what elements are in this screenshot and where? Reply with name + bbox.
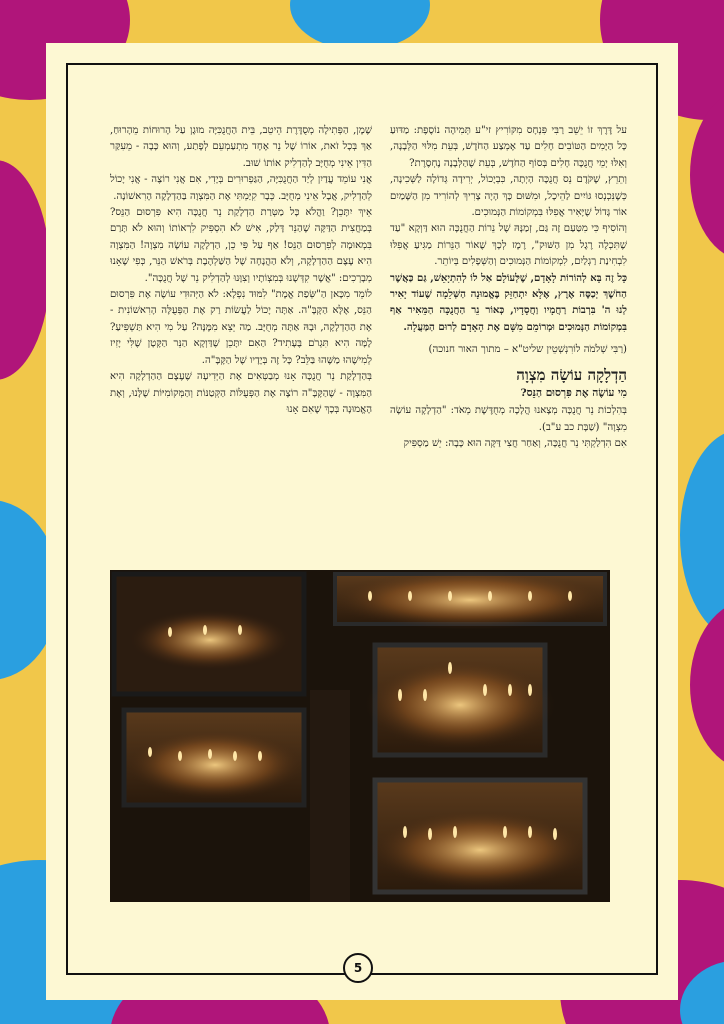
paragraph: אִם הִדְלַקְתִּי נֵר חֲנֻכָּה, וְאַחַר חֲצִי דַּקָּה הוּא כָּבָה: יֵשׁ מַסְפִּיק — [403, 437, 627, 449]
page-sheet — [46, 43, 678, 1000]
paragraph-bold: כָּל זֶה בָּא לְהוֹרוֹת לָאָדָם, שֶׁלְּעוֹלָם אַל לוֹ לְהִתְיָאֵשׁ, גַּם כַּאֲשֶׁר הַחֹשֶׁךְ יְכַסֶּה אֶרֶץ, אֶלָּא יִתְחַזֵּק בֶּאֱמוּנָה הַשְּׁלֵמָה שֶׁעוֹד יָאִיר לְנוּ ה' בִּרְבוֹת רַחֲמָיו וַחֲסָדָיו, כְּאוֹר נֵר הַחֲנֻכָּה הַמֵּאִיר אַף בִּמְקוֹמוֹת הַנְּמוּכִים וּמְרוֹמֵם מִשָּׁם אֶת הָאָדָם לְרוּם הַמַּעֲלָה. — [390, 272, 627, 333]
text-column-right — [390, 123, 627, 591]
paragraph: אֲנִי עוֹמֵד עֲדַיִן לְיַד הַחֲנֻכִּיָּה, הַגַּפְרוּרִים בְּיָדִי, אִם אֲנִי רוֹצֶה - אֲנִי יָכוֹל לְהַדְלִיק, אֲבָל אֵינִי מְחֻיָּב. כְּבָר קִיַּמְתִּי אֶת הַמִּצְוָה בַּהַדְלָקָה הָרִאשׁוֹנָה. — [110, 174, 372, 202]
paragraph: על דֶּרֶךְ זוֹ יֵשֵׁב רַבִּי פִּנְחָס מִקּוֹרִיץ זי"ע תְּמִיהָה נוֹסֶפֶת: מַדּוּעַ כָּל הַיָּמִים הַטּוֹבִים חָלִים עַד אֶמְצַע הַחֹדֶשׁ, בְּעֵת מִלּוּי הַלְּבָנָה, וְאִלּוּ יְמֵי חֲנֻכָּה חָלִים בְּסוֹף הַחֹדֶשׁ, בְּעֵת שֶׁהַלְּבָנָה נֶחְסֶרֶת? — [390, 125, 627, 169]
source-citation: (רַבִּי שְׁלֹמֹה לוֹרִנְשְׁטֵין שליט"א – מתוך האור חנוכה) — [428, 344, 627, 356]
paragraph: שֶׁמֶן, הַפְּתִילָה מְסֻדֶּרֶת הֵיטֵב, בֵּית הַחֲנֻכִּיָּה מוּגָן עַל הָרוּחוֹת מֵהָרוּחַ, אַךְ בְּכָל זֹאת, אוֹרוֹ שֶׁל נֵר אֶחָד מִתְעַמְעֵם לְפֶתַע, וְהוּא כָּבָה - מֵעִקַּר הַדִּין אֵינִי מְחֻיָּב לְהַדְלִיק אוֹתוֹ שׁוּב. — [110, 125, 372, 169]
paragraph: בְּהִלְכוֹת נֵר חֲנֻכָּה מְצָאנוּ הֲלָכָה מְחֻדֶּשֶׁת מְאֹד: "הַדְלָקָה עוֹשָׂה מִצְוָה" (שַׁבָּת כב ע"ב). — [390, 405, 627, 433]
paragraph: וְהוֹסִיף כִּי מִטַּעַם זֶה גַּם, זְמַנָּהּ שֶׁל נֵרוֹת הַחֲנֻכָּה הוּא דַּוְקָא "עַד שֶׁתִּכְלֶה רֶגֶל מִן הַשּׁוּק", רֶמֶז לְכָךְ שֶׁאוֹר הַנֵּרוֹת מַגִּיעַ אֲפִלּוּ לִבְחִינַת רַגְלַיִם, לִמְקוֹמוֹת הַנְּמוּכִים וְהַשְּׁפָלִים בְּיוֹתֵר. — [390, 223, 627, 268]
page-number: 5 — [343, 953, 373, 983]
decor-blob — [690, 600, 724, 770]
section-heading: הַדְלָקָה עוֹשָׂה מִצְוָה — [516, 365, 627, 384]
paragraph: בְּהַדְלָקַת נֵר חֲנֻכָּה אָנוּ מְבַטְּאִים אֶת הַיְּדִיעָה שֶׁעֶצֶם הַהַדְלָקָה הִיא הַמִּצְוָה - שֶׁהַקָּבָּ"ה רוֹצֶה אֶת הַפְּעֻלּוֹת הַקְּטַנּוֹת וְהַמְּקוֹמִיּוֹת שֶׁלָּנוּ, וְאֶת הָאֱמוּנָה בְּכָךְ שֶׁאִם אָנוּ — [110, 371, 372, 415]
text-column-left — [110, 123, 372, 591]
decor-blob — [0, 160, 50, 380]
menorah-illustration — [110, 570, 610, 902]
decor-blob — [680, 430, 724, 640]
paragraph: וְתֵרֵץ, שֶׁקֹּדֶם נֵס חֲנֻכָּה הָיְתָה, כִּבְיָכוֹל, יְרִידָה גְּדוֹלָה לַשְּׁכִינָה, כְּשֶׁנִּכְנְסוּ גּוֹיִים לַהֵיכָל, וּמִשּׁוּם כָּךְ הָיָה צָרִיךְ לְהוֹרִיד מִן הַשָּׁמַיִם אוֹר גָּדוֹל שֶׁיָּאִיר אֲפִלּוּ בִּמְקוֹמוֹת הַנְּמוּכִים. — [390, 174, 627, 219]
paragraph: אֵיךְ יִתָּכֵן? וַהֲלֹא כָּל מַטְּרַת הַדְלָקַת נֵר חֲנֻכָּה הִיא פִּרְסוּם הַנֵּס? בְּמַחֲצִית הַדַּקָּה שֶׁהַנֵּר דָּלַק, אִישׁ לֹא הִסְפִּיק לִרְאוֹתוֹ וְהוּא לֹא תָּרַם בִּמְאוּמָה לְפִרְסוּם הַנֵּס! אַף עַל פִּי כֵן, הַדְלָקָה עוֹשָׂה מִצְוָה! הַמִּצְוָה הִיא עֶצֶם הַהַדְלָקָה, וְלֹא הַהֲנָחָה שֶׁל הַשַּׁלְהֶבֶת בְּרֹאשׁ הַנֵּר, כְּפִי שֶׁאָנוּ מְבָרְכִים: "אֲשֶׁר קִדְּשָׁנוּ בְּמִצְוֹתָיו וְצִוָּנוּ לְהַדְלִיק נֵר שֶׁל חֲנֻכָּה". — [110, 207, 372, 284]
paragraph: לוֹמֵד מִכָּאן הַ"שְּׂפַת אֱמֶת" לִמּוּד נִפְלָא: לֹא הַיְּהוּדִי עוֹשֶׂה אֶת פִּרְסוּם הַנֵּס, אֶלָּא הַקָּבָּ"ה. אַתָּה יָכוֹל לַעֲשׂוֹת רַק אֶת הַפְּעֻלָּה הָרִאשׁוֹנִית - אֶת הַהַדְלָקָה, וּבָהּ אַתָּה מְחֻיָּב. מַה יֵּצֵא מִמֶּנָּה? עַל מִי הִיא תַּשְׁפִּיעַ? לָמָּה הִיא תִּגְרֹם בֶּעָתִיד? הַאִם יִתָּכֵן שֶׁדַּוְקָא הַנֵּר הַקָּטָן שֶׁלִּי יָזִיז לְמִישֶׁהוּ מַשֶּׁהוּ בַּלֵּב? כָּל זֶה בְּיָדָיו שֶׁל הַקָּבָּ"ה. — [110, 289, 372, 366]
section-subheading: מִי עוֹשֶׂה אֶת פִּרְסוּם הַנֵּס? — [520, 386, 627, 399]
menorah-photo — [110, 570, 610, 902]
